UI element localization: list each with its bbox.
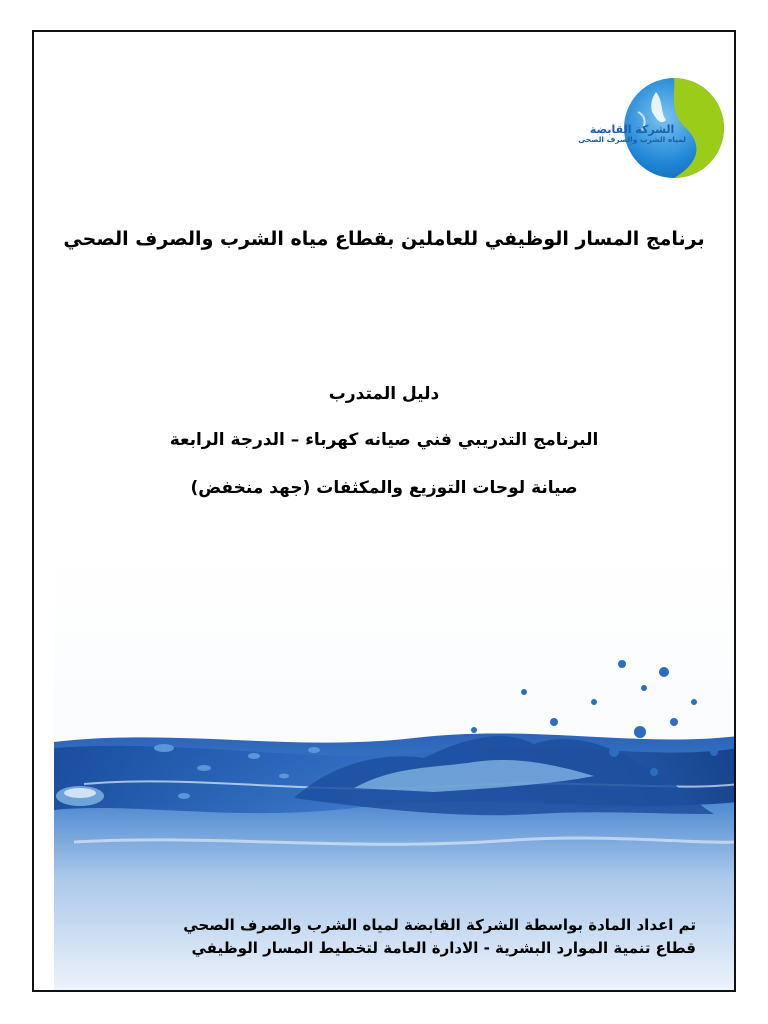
footer-line-1: تم اعداد المادة بواسطة الشركة القابضة لمياه الشرب والصرف الصحي bbox=[183, 916, 696, 934]
logo-text bbox=[578, 124, 686, 144]
logo-line-1: الشركة القابضة bbox=[589, 123, 675, 136]
footer-line-2: قطاع تنمية الموارد البشرية - الادارة العامة لتخطيط المسار الوظيفي bbox=[191, 939, 696, 957]
main-title: برنامج المسار الوظيفي للعاملين بقطاع مياه الشرب والصرف الصحي bbox=[63, 228, 705, 250]
guide-title: دليل المتدرب bbox=[328, 384, 440, 404]
subject-title: صيانة لوحات التوزيع والمكثفات (جهد منخفض) bbox=[190, 478, 578, 498]
logo-line-2: لمياه الشرب والصرف الصحى bbox=[578, 135, 686, 145]
program-title: البرنامج التدريبي فني صيانه كهرباء – الدرجة الرابعة bbox=[169, 430, 599, 450]
page-frame bbox=[32, 30, 736, 992]
footer-credits bbox=[74, 914, 696, 960]
